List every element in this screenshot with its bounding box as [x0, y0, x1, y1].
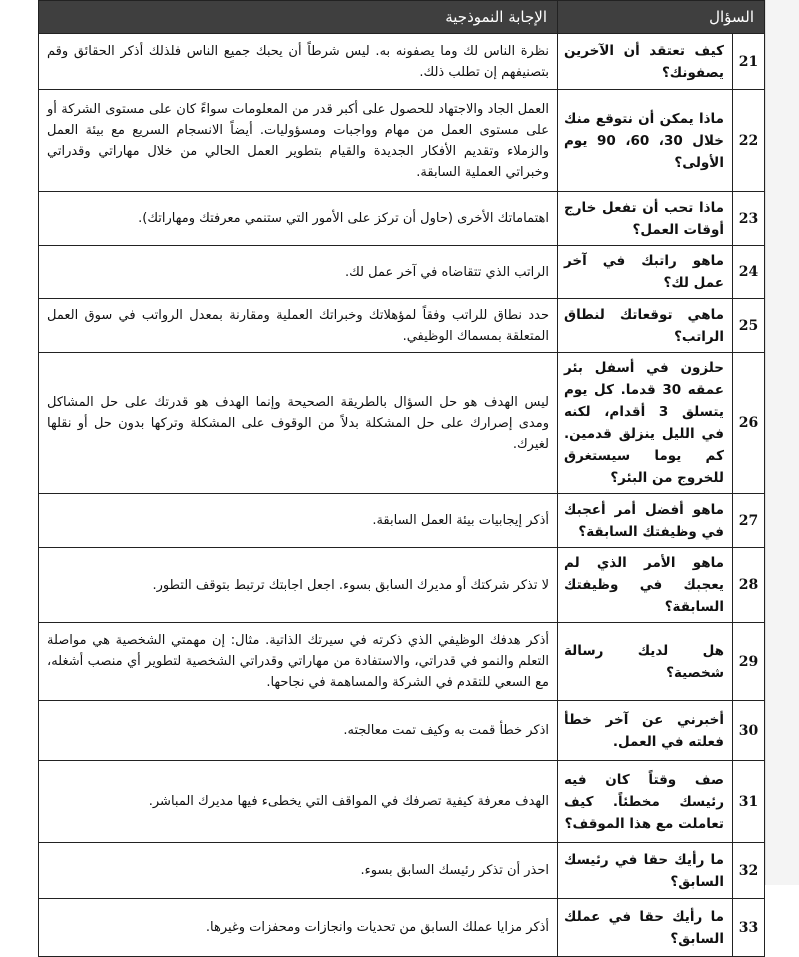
question-cell: أخبرني عن آخر خطأ فعلته في العمل. [558, 701, 733, 761]
row-number: 31 [733, 761, 765, 843]
answer-cell: أذكر هدفك الوظيفي الذي ذكرته في سيرتك الذاتية. مثال: إن مهمتي الشخصية هي مواصلة التعلم والنمو في قدراتي، والاستفادة من مهاراتي وقدراتي الشخصية لتطوير أي منصب أشغله، مع السعي للتقدم في الشركة والمساهمة في نجاحها. [39, 623, 558, 701]
answer-cell: ليس الهدف هو حل السؤال بالطريقة الصحيحة وإنما الهدف هو قدرتك على حل المشاكل ومدى إصرارك على حل المشكلة بدلاً من الوقوف على المشكلة وتركها بدون حل أو نقلها لغيرك. [39, 353, 558, 494]
row-number: 33 [733, 899, 765, 957]
question-cell: صف وقتاً كان فيه رئيسك مخطئاً. كيف تعاملت مع هذا الموقف؟ [558, 761, 733, 843]
row-number: 27 [733, 494, 765, 548]
answer-cell: احذر أن تذكر رئيسك السابق بسوء. [39, 843, 558, 899]
answer-cell: أذكر إيجابيات بيئة العمل السابقة. [39, 494, 558, 548]
answer-cell: نظرة الناس لك وما يصفونه به. ليس شرطاً أن يحبك جميع الناس فلذلك أذكر الحقائق وقم بتصنيفهم إن تطلب ذلك. [39, 34, 558, 90]
row-number: 23 [733, 192, 765, 246]
question-cell: ماهي توقعاتك لنطاق الراتب؟ [558, 299, 733, 353]
table-row [39, 899, 765, 957]
row-number: 32 [733, 843, 765, 899]
row-number: 25 [733, 299, 765, 353]
table-row [39, 623, 765, 701]
answer-cell: العمل الجاد والاجتهاد للحصول على أكبر قدر من المعلومات سواءً كان على مستوى الشركة أو على مستوى العمل من مهام وواجبات ومسؤوليات. أيضاً الانسجام السريع مع بيئة العمل والزملاء وتقديم الأفكار الجديدة والقيام بتطوير العمل الحالي من خلال مهاراتي وقدراتي وخبراتي العملية السابقة. [39, 90, 558, 192]
question-cell: ماذا يمكن أن نتوقع منك خلال 30، 60، 90 يوم الأولى؟ [558, 90, 733, 192]
answer-cell: الهدف معرفة كيفية تصرفك في المواقف التي يخطىء فيها مديرك المباشر. [39, 761, 558, 843]
question-cell: كيف تعتقد أن الآخرين يصفونك؟ [558, 34, 733, 90]
table-row [39, 701, 765, 761]
question-column-header: السؤال [558, 1, 765, 34]
table-row [39, 299, 765, 353]
row-number: 30 [733, 701, 765, 761]
question-cell: ماهو راتبك في آخر عمل لك؟ [558, 246, 733, 299]
question-cell: هل لديك رسالة شخصية؟ [558, 623, 733, 701]
question-cell: ما رأيك حقا في رئيسك السابق؟ [558, 843, 733, 899]
table-row [39, 494, 765, 548]
table-row [39, 90, 765, 192]
question-cell: حلزون في أسفل بئر عمقه 30 قدما. كل يوم يتسلق 3 أقدام، لكنه في الليل ينزلق قدمين. كم يوما سيستغرق للخروج من البئر؟ [558, 353, 733, 494]
question-cell: ما رأيك حقا في عملك السابق؟ [558, 899, 733, 957]
row-number: 29 [733, 623, 765, 701]
row-number: 28 [733, 548, 765, 623]
answer-cell: أذكر مزايا عملك السابق من تحديات وانجازات ومحفزات وغيرها. [39, 899, 558, 957]
answer-cell: حدد نطاق للراتب وفقاً لمؤهلاتك وخبراتك العملية ومقارنة بمعدل الرواتب في سوق العمل المتعلقة بمسماك الوظيفي. [39, 299, 558, 353]
answer-cell: الراتب الذي تتقاضاه في آخر عمل لك. [39, 246, 558, 299]
row-number: 24 [733, 246, 765, 299]
row-number: 26 [733, 353, 765, 494]
answer-cell: اذكر خطأ قمت به وكيف تمت معالجته. [39, 701, 558, 761]
answer-column-header: الإجابة النموذجية [39, 1, 558, 34]
answer-cell: اهتماماتك الأخرى (حاول أن تركز على الأمور التي ستنمي معرفتك ومهاراتك). [39, 192, 558, 246]
table-row [39, 353, 765, 494]
table-header-row [39, 1, 765, 34]
table-row [39, 246, 765, 299]
question-cell: ماذا تحب أن تفعل خارج أوقات العمل؟ [558, 192, 733, 246]
table-row [39, 843, 765, 899]
row-number: 22 [733, 90, 765, 192]
table-row [39, 34, 765, 90]
question-cell: ماهو أفضل أمر أعجبك في وظيفتك السابقة؟ [558, 494, 733, 548]
row-number: 21 [733, 34, 765, 90]
question-cell: ماهو الأمر الذي لم يعجبك في وظيفتك السابقة؟ [558, 548, 733, 623]
table-row [39, 761, 765, 843]
table-row [39, 548, 765, 623]
answer-cell: لا تذكر شركتك أو مديرك السابق بسوء. اجعل اجابتك ترتبط بتوقف التطور. [39, 548, 558, 623]
page-margin-strip [765, 0, 799, 885]
interview-questions-table [38, 0, 765, 957]
table-row [39, 192, 765, 246]
